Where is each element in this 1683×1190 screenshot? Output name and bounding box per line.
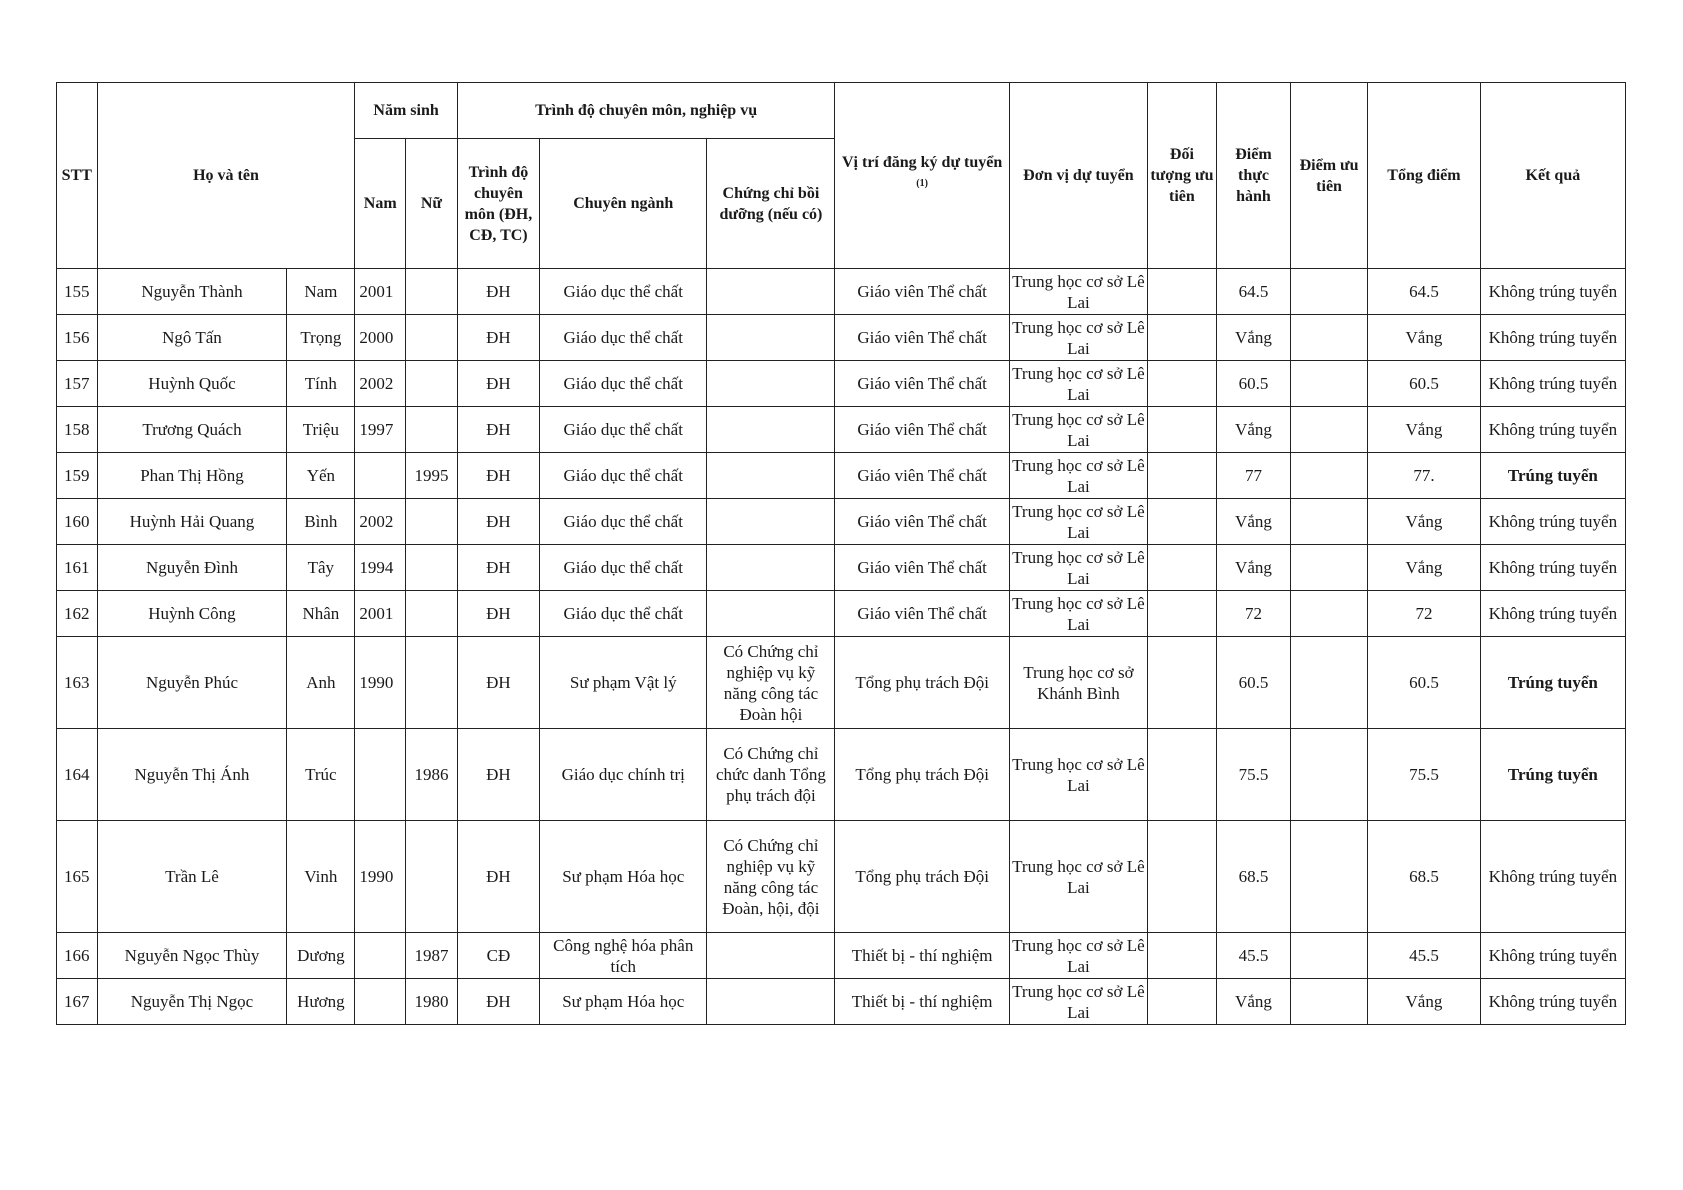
cell-ho: Nguyễn Đình <box>97 545 287 591</box>
cell-diem-uu-tien <box>1291 407 1368 453</box>
cell-chuyen-nganh: Sư phạm Hóa học <box>540 821 707 933</box>
cell-doi-tuong <box>1147 637 1216 729</box>
cell-ket-qua: Không trúng tuyển <box>1480 545 1625 591</box>
cell-nam-sinh-nu: 1980 <box>406 979 458 1025</box>
table-row <box>57 361 1626 407</box>
cell-chuyen-nganh: Giáo dục thể chất <box>540 591 707 637</box>
cell-ho: Nguyễn Ngọc Thùy <box>97 933 287 979</box>
table-row <box>57 499 1626 545</box>
cell-diem-uu-tien <box>1291 637 1368 729</box>
cell-ten: Anh <box>287 637 355 729</box>
cell-tong-diem: 75.5 <box>1368 729 1481 821</box>
cell-don-vi: Trung học cơ sở Lê Lai <box>1009 499 1147 545</box>
cell-chuyen-nganh: Giáo dục thể chất <box>540 361 707 407</box>
cell-ket-qua: Trúng tuyển <box>1480 729 1625 821</box>
table-row <box>57 637 1626 729</box>
cell-trinh-do: ĐH <box>457 729 539 821</box>
cell-trinh-do: ĐH <box>457 591 539 637</box>
cell-chung-chi <box>707 979 835 1025</box>
cell-stt: 159 <box>57 453 98 499</box>
cell-don-vi: Trung học cơ sở Lê Lai <box>1009 933 1147 979</box>
cell-vi-tri: Thiết bị - thí nghiệm <box>835 979 1010 1025</box>
table-header <box>57 83 1626 269</box>
cell-chuyen-nganh: Giáo dục thể chất <box>540 407 707 453</box>
header-stt: STT <box>57 83 98 269</box>
cell-chuyen-nganh: Giáo dục chính trị <box>540 729 707 821</box>
cell-nam-sinh-nu <box>406 269 458 315</box>
cell-nam-sinh-nam: 1997 <box>355 407 406 453</box>
cell-nam-sinh-nu <box>406 821 458 933</box>
cell-trinh-do: ĐH <box>457 821 539 933</box>
cell-ho: Phan Thị Hồng <box>97 453 287 499</box>
cell-doi-tuong <box>1147 499 1216 545</box>
cell-don-vi: Trung học cơ sở Khánh Bình <box>1009 637 1147 729</box>
cell-tong-diem: Vắng <box>1368 315 1481 361</box>
cell-vi-tri: Giáo viên Thể chất <box>835 407 1010 453</box>
cell-ten: Trúc <box>287 729 355 821</box>
cell-ket-qua: Không trúng tuyển <box>1480 591 1625 637</box>
cell-chung-chi <box>707 269 835 315</box>
cell-trinh-do: ĐH <box>457 545 539 591</box>
cell-tong-diem: 77. <box>1368 453 1481 499</box>
cell-doi-tuong <box>1147 591 1216 637</box>
table-row <box>57 453 1626 499</box>
cell-chung-chi <box>707 545 835 591</box>
cell-ket-qua: Không trúng tuyển <box>1480 361 1625 407</box>
cell-tong-diem: 60.5 <box>1368 361 1481 407</box>
cell-doi-tuong <box>1147 821 1216 933</box>
cell-chung-chi: Có Chứng chỉ nghiệp vụ kỹ năng công tác Đoàn hội <box>707 637 835 729</box>
cell-doi-tuong <box>1147 545 1216 591</box>
cell-trinh-do: ĐH <box>457 361 539 407</box>
cell-vi-tri: Tổng phụ trách Đội <box>835 821 1010 933</box>
cell-diem-thuc-hanh: 64.5 <box>1216 269 1290 315</box>
cell-ten: Bình <box>287 499 355 545</box>
cell-tong-diem: Vắng <box>1368 979 1481 1025</box>
cell-chung-chi <box>707 407 835 453</box>
cell-nam-sinh-nu <box>406 637 458 729</box>
cell-trinh-do: ĐH <box>457 315 539 361</box>
header-vi-tri-note: (1) <box>916 178 928 190</box>
header-diem-thuc-hanh: Điểm thực hành <box>1216 83 1290 269</box>
table-row <box>57 729 1626 821</box>
cell-doi-tuong <box>1147 729 1216 821</box>
cell-stt: 157 <box>57 361 98 407</box>
cell-tong-diem: 64.5 <box>1368 269 1481 315</box>
cell-nam-sinh-nam: 1990 <box>355 637 406 729</box>
cell-chung-chi <box>707 361 835 407</box>
cell-stt: 160 <box>57 499 98 545</box>
cell-ho: Nguyễn Thành <box>97 269 287 315</box>
cell-ho: Nguyễn Thị Ánh <box>97 729 287 821</box>
cell-chuyen-nganh: Giáo dục thể chất <box>540 269 707 315</box>
cell-trinh-do: ĐH <box>457 499 539 545</box>
cell-stt: 166 <box>57 933 98 979</box>
table-row <box>57 315 1626 361</box>
cell-ho: Nguyễn Thị Ngọc <box>97 979 287 1025</box>
cell-diem-thuc-hanh: 72 <box>1216 591 1290 637</box>
cell-diem-uu-tien <box>1291 729 1368 821</box>
header-nam-sinh: Năm sinh <box>355 83 458 139</box>
cell-chung-chi <box>707 453 835 499</box>
cell-ket-qua: Không trúng tuyển <box>1480 979 1625 1025</box>
cell-ket-qua: Không trúng tuyển <box>1480 933 1625 979</box>
cell-doi-tuong <box>1147 979 1216 1025</box>
cell-ket-qua: Không trúng tuyển <box>1480 315 1625 361</box>
cell-chuyen-nganh: Giáo dục thể chất <box>540 453 707 499</box>
cell-don-vi: Trung học cơ sở Lê Lai <box>1009 453 1147 499</box>
table-body <box>57 269 1626 1025</box>
cell-don-vi: Trung học cơ sở Lê Lai <box>1009 821 1147 933</box>
cell-chung-chi <box>707 933 835 979</box>
header-ho-ten: Họ và tên <box>97 83 355 269</box>
cell-don-vi: Trung học cơ sở Lê Lai <box>1009 361 1147 407</box>
cell-nam-sinh-nu <box>406 361 458 407</box>
cell-vi-tri: Giáo viên Thể chất <box>835 453 1010 499</box>
cell-nam-sinh-nam: 2001 <box>355 591 406 637</box>
cell-stt: 167 <box>57 979 98 1025</box>
cell-ten: Tính <box>287 361 355 407</box>
cell-vi-tri: Thiết bị - thí nghiệm <box>835 933 1010 979</box>
cell-nam-sinh-nu: 1986 <box>406 729 458 821</box>
cell-chung-chi <box>707 591 835 637</box>
cell-nam-sinh-nu <box>406 499 458 545</box>
cell-nam-sinh-nam <box>355 979 406 1025</box>
cell-vi-tri: Giáo viên Thể chất <box>835 591 1010 637</box>
cell-ho: Ngô Tấn <box>97 315 287 361</box>
cell-nam-sinh-nu <box>406 407 458 453</box>
cell-nam-sinh-nu <box>406 591 458 637</box>
cell-nam-sinh-nu <box>406 315 458 361</box>
header-don-vi: Đơn vị dự tuyển <box>1009 83 1147 269</box>
cell-doi-tuong <box>1147 407 1216 453</box>
cell-trinh-do: ĐH <box>457 453 539 499</box>
cell-ten: Trọng <box>287 315 355 361</box>
cell-trinh-do: ĐH <box>457 407 539 453</box>
cell-chuyen-nganh: Công nghệ hóa phân tích <box>540 933 707 979</box>
cell-tong-diem: 72 <box>1368 591 1481 637</box>
cell-nam-sinh-nam: 2000 <box>355 315 406 361</box>
cell-chuyen-nganh: Giáo dục thể chất <box>540 499 707 545</box>
cell-diem-uu-tien <box>1291 591 1368 637</box>
header-tong-diem: Tổng điểm <box>1368 83 1481 269</box>
cell-nam-sinh-nu: 1995 <box>406 453 458 499</box>
cell-diem-uu-tien <box>1291 361 1368 407</box>
table-row <box>57 821 1626 933</box>
header-nu: Nữ <box>406 139 458 269</box>
cell-diem-uu-tien <box>1291 979 1368 1025</box>
header-ket-qua: Kết quả <box>1480 83 1625 269</box>
cell-trinh-do: ĐH <box>457 269 539 315</box>
header-trinh-do-group: Trình độ chuyên môn, nghiệp vụ <box>457 83 835 139</box>
cell-nam-sinh-nu: 1987 <box>406 933 458 979</box>
cell-diem-uu-tien <box>1291 269 1368 315</box>
header-diem-uu-tien: Điểm ưu tiên <box>1291 83 1368 269</box>
cell-trinh-do: ĐH <box>457 979 539 1025</box>
header-trinh-do: Trình độ chuyên môn (ĐH, CĐ, TC) <box>457 139 539 269</box>
cell-diem-thuc-hanh: 60.5 <box>1216 637 1290 729</box>
cell-nam-sinh-nam: 1994 <box>355 545 406 591</box>
cell-ho: Huỳnh Công <box>97 591 287 637</box>
cell-nam-sinh-nam: 1990 <box>355 821 406 933</box>
cell-tong-diem: 60.5 <box>1368 637 1481 729</box>
cell-don-vi: Trung học cơ sở Lê Lai <box>1009 407 1147 453</box>
cell-chuyen-nganh: Giáo dục thể chất <box>540 545 707 591</box>
cell-ho: Trần Lê <box>97 821 287 933</box>
header-vi-tri-label: Vị trí đăng ký dự tuyển <box>841 154 1003 172</box>
cell-ten: Dương <box>287 933 355 979</box>
cell-stt: 155 <box>57 269 98 315</box>
cell-tong-diem: 45.5 <box>1368 933 1481 979</box>
cell-ten: Nhân <box>287 591 355 637</box>
cell-doi-tuong <box>1147 453 1216 499</box>
cell-doi-tuong <box>1147 361 1216 407</box>
cell-nam-sinh-nam <box>355 933 406 979</box>
cell-diem-thuc-hanh: 75.5 <box>1216 729 1290 821</box>
cell-ket-qua: Không trúng tuyển <box>1480 499 1625 545</box>
cell-ket-qua: Trúng tuyển <box>1480 453 1625 499</box>
cell-diem-thuc-hanh: 77 <box>1216 453 1290 499</box>
cell-chung-chi <box>707 499 835 545</box>
cell-don-vi: Trung học cơ sở Lê Lai <box>1009 269 1147 315</box>
header-chung-chi: Chứng chỉ bồi dưỡng (nếu có) <box>707 139 835 269</box>
cell-doi-tuong <box>1147 315 1216 361</box>
cell-doi-tuong <box>1147 933 1216 979</box>
cell-stt: 164 <box>57 729 98 821</box>
cell-don-vi: Trung học cơ sở Lê Lai <box>1009 979 1147 1025</box>
cell-chung-chi: Có Chứng chỉ chức danh Tổng phụ trách đội <box>707 729 835 821</box>
cell-ten: Vinh <box>287 821 355 933</box>
cell-stt: 158 <box>57 407 98 453</box>
cell-diem-thuc-hanh: Vắng <box>1216 545 1290 591</box>
cell-diem-thuc-hanh: 68.5 <box>1216 821 1290 933</box>
cell-tong-diem: Vắng <box>1368 499 1481 545</box>
cell-ket-qua: Không trúng tuyển <box>1480 407 1625 453</box>
cell-vi-tri: Giáo viên Thể chất <box>835 545 1010 591</box>
cell-tong-diem: Vắng <box>1368 545 1481 591</box>
cell-diem-thuc-hanh: 45.5 <box>1216 933 1290 979</box>
cell-don-vi: Trung học cơ sở Lê Lai <box>1009 315 1147 361</box>
header-doi-tuong: Đối tượng ưu tiên <box>1147 83 1216 269</box>
cell-chuyen-nganh: Sư phạm Hóa học <box>540 979 707 1025</box>
cell-nam-sinh-nu <box>406 545 458 591</box>
cell-chuyen-nganh: Giáo dục thể chất <box>540 315 707 361</box>
cell-diem-uu-tien <box>1291 453 1368 499</box>
cell-chung-chi: Có Chứng chỉ nghiệp vụ kỹ năng công tác Đoàn, hội, đội <box>707 821 835 933</box>
cell-nam-sinh-nam: 2002 <box>355 499 406 545</box>
cell-diem-thuc-hanh: Vắng <box>1216 407 1290 453</box>
cell-diem-uu-tien <box>1291 315 1368 361</box>
cell-don-vi: Trung học cơ sở Lê Lai <box>1009 591 1147 637</box>
cell-ten: Tây <box>287 545 355 591</box>
table-row <box>57 591 1626 637</box>
cell-stt: 156 <box>57 315 98 361</box>
cell-ho: Huỳnh Hải Quang <box>97 499 287 545</box>
cell-ho: Nguyễn Phúc <box>97 637 287 729</box>
cell-diem-uu-tien <box>1291 545 1368 591</box>
cell-ket-qua: Không trúng tuyển <box>1480 269 1625 315</box>
cell-stt: 161 <box>57 545 98 591</box>
cell-don-vi: Trung học cơ sở Lê Lai <box>1009 545 1147 591</box>
cell-diem-uu-tien <box>1291 933 1368 979</box>
cell-ten: Nam <box>287 269 355 315</box>
cell-stt: 165 <box>57 821 98 933</box>
cell-don-vi: Trung học cơ sở Lê Lai <box>1009 729 1147 821</box>
cell-diem-thuc-hanh: Vắng <box>1216 499 1290 545</box>
header-vi-tri <box>835 83 1010 269</box>
cell-ten: Triệu <box>287 407 355 453</box>
table-row <box>57 933 1626 979</box>
table-row <box>57 407 1626 453</box>
cell-ket-qua: Không trúng tuyển <box>1480 821 1625 933</box>
header-nam: Nam <box>355 139 406 269</box>
cell-nam-sinh-nam <box>355 729 406 821</box>
cell-tong-diem: 68.5 <box>1368 821 1481 933</box>
cell-tong-diem: Vắng <box>1368 407 1481 453</box>
cell-stt: 162 <box>57 591 98 637</box>
table-row <box>57 545 1626 591</box>
cell-ho: Trương Quách <box>97 407 287 453</box>
cell-vi-tri: Giáo viên Thể chất <box>835 269 1010 315</box>
cell-stt: 163 <box>57 637 98 729</box>
header-chuyen-nganh: Chuyên ngành <box>540 139 707 269</box>
cell-chuyen-nganh: Sư phạm Vật lý <box>540 637 707 729</box>
results-table <box>56 82 1626 1025</box>
cell-doi-tuong <box>1147 269 1216 315</box>
cell-vi-tri: Giáo viên Thể chất <box>835 499 1010 545</box>
cell-diem-uu-tien <box>1291 499 1368 545</box>
table-row <box>57 979 1626 1025</box>
cell-nam-sinh-nam: 2002 <box>355 361 406 407</box>
cell-nam-sinh-nam: 2001 <box>355 269 406 315</box>
table-row <box>57 269 1626 315</box>
cell-ten: Yến <box>287 453 355 499</box>
cell-diem-thuc-hanh: Vắng <box>1216 315 1290 361</box>
cell-trinh-do: ĐH <box>457 637 539 729</box>
cell-vi-tri: Giáo viên Thể chất <box>835 361 1010 407</box>
cell-trinh-do: CĐ <box>457 933 539 979</box>
cell-vi-tri: Tổng phụ trách Đội <box>835 637 1010 729</box>
cell-ho: Huỳnh Quốc <box>97 361 287 407</box>
cell-ket-qua: Trúng tuyển <box>1480 637 1625 729</box>
cell-vi-tri: Giáo viên Thể chất <box>835 315 1010 361</box>
cell-ten: Hương <box>287 979 355 1025</box>
cell-nam-sinh-nam <box>355 453 406 499</box>
cell-chung-chi <box>707 315 835 361</box>
cell-diem-thuc-hanh: 60.5 <box>1216 361 1290 407</box>
cell-vi-tri: Tổng phụ trách Đội <box>835 729 1010 821</box>
cell-diem-thuc-hanh: Vắng <box>1216 979 1290 1025</box>
cell-diem-uu-tien <box>1291 821 1368 933</box>
